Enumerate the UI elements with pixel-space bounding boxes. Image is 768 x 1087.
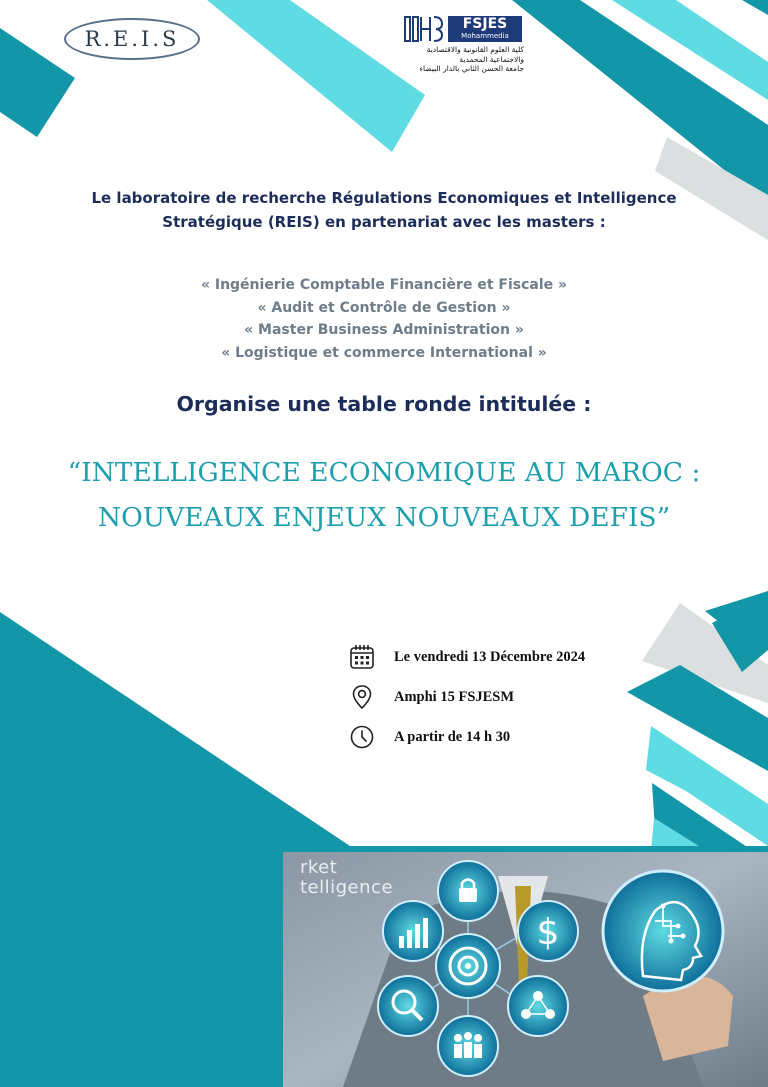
event-title-line: NOUVEAUX ENJEUX NOUVEAUX DEFIS” <box>97 502 671 533</box>
master-item: « Audit et Contrôle de Gestion » <box>257 299 511 316</box>
intro-line: Le laboratoire de recherche Régulations Economiques et Intelligence <box>91 189 677 207</box>
bar-chart-icon <box>383 901 443 961</box>
team-icon <box>438 1016 498 1076</box>
photo-caption-line: rket <box>300 857 338 878</box>
calendar-icon <box>348 643 376 671</box>
master-item: « Logistique et commerce International » <box>221 344 547 361</box>
svg-text:$: $ <box>536 912 560 953</box>
event-time-row <box>348 722 618 752</box>
fsjes-name: FSJES <box>462 16 508 32</box>
event-place-row <box>348 682 618 712</box>
masters-list <box>100 274 668 364</box>
network-people-icon <box>508 976 568 1036</box>
fsjes-arabic-line: جامعة الحسن الثاني بالدار البيضاء <box>419 64 524 73</box>
photo-caption-line: telligence <box>300 877 394 898</box>
fsjes-arabic-line: والاجتماعية المحمدية <box>459 54 524 64</box>
photo-caption <box>300 858 393 898</box>
cloud-lock-icon <box>438 861 498 921</box>
university-emblem-icon <box>404 16 444 42</box>
magnifier-people-icon <box>378 976 438 1036</box>
event-place: Amphi 15 FSJESM <box>394 688 515 705</box>
fsjes-badge <box>448 16 522 42</box>
organise-heading: Organise une table ronde intitulée : <box>176 392 592 416</box>
event-title <box>20 450 748 540</box>
master-item: « Ingénierie Comptable Financière et Fiscale » <box>200 277 568 293</box>
fsjes-city: Mohammedia <box>461 32 509 40</box>
location-pin-icon <box>348 683 376 711</box>
master-item: « Master Business Administration » <box>244 322 524 338</box>
event-date-row <box>348 642 618 672</box>
event-title-line: “INTELLIGENCE ECONOMIQUE AU MAROC : <box>67 457 701 488</box>
ai-head-icon <box>603 871 723 991</box>
clock-icon <box>348 723 376 751</box>
event-date: Le vendredi 13 Décembre 2024 <box>394 648 586 665</box>
fsjes-arabic-name <box>404 45 524 74</box>
event-time: A partir de 14 h 30 <box>394 728 511 745</box>
dollar-icon <box>518 901 578 961</box>
reis-logo <box>64 18 200 60</box>
intro-text <box>60 186 708 234</box>
target-icon <box>436 934 500 998</box>
intro-line: Stratégique (REIS) en partenariat avec les masters : <box>162 213 606 231</box>
fsjes-logo <box>404 16 524 76</box>
reis-logo-text: R.E.I.S <box>84 27 180 51</box>
fsjes-arabic-line: كلية العلوم القانونية والاقتصادية <box>426 45 524 54</box>
